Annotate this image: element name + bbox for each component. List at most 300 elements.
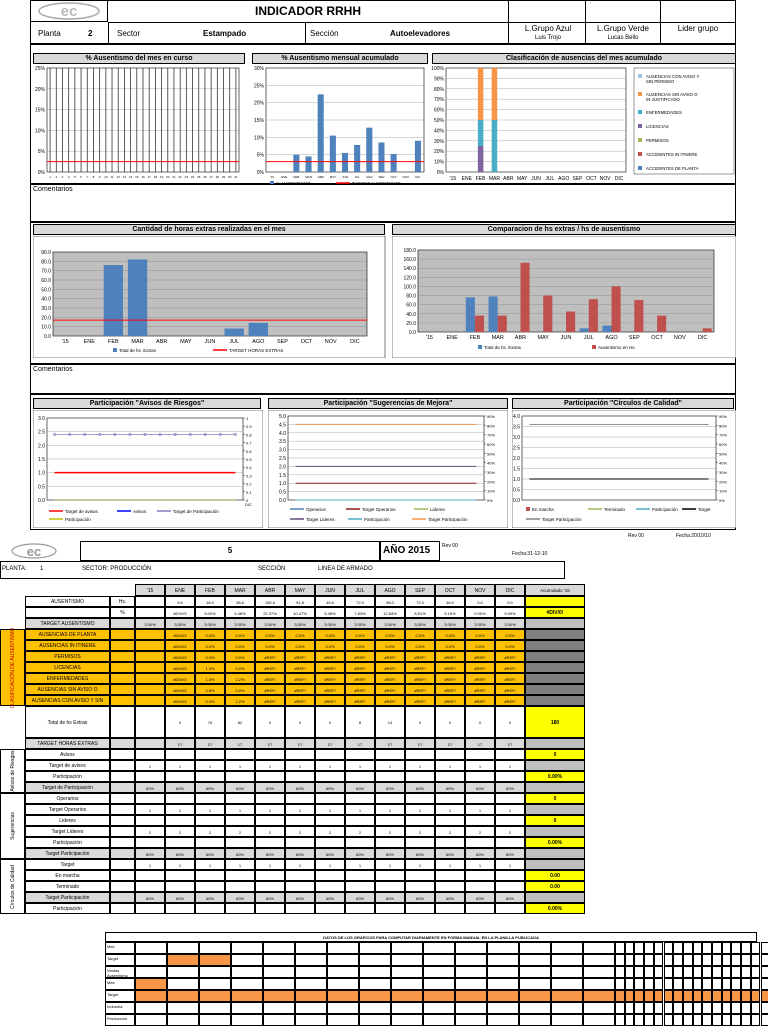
data-cell: 60% <box>255 848 285 859</box>
x-tick-label: AGO <box>366 175 373 179</box>
y-tick-label: 70% <box>434 97 445 103</box>
y-tick-label: 15% <box>254 118 265 124</box>
daily-cell <box>519 978 551 990</box>
daily-cell <box>751 942 761 954</box>
data-cell: 3.00% <box>435 618 465 629</box>
row-unit <box>110 793 135 804</box>
data-cell: #REF! <box>375 673 405 684</box>
y-tick-label: 1.0 <box>513 477 520 483</box>
row-unit <box>110 804 135 815</box>
data-cell: 0 <box>285 706 315 738</box>
sheet-sector: SECTOR: PRODUCCIÓN <box>82 566 151 573</box>
daily-cell <box>634 966 644 978</box>
legend-swatch <box>526 507 530 511</box>
planta-label: Planta <box>38 29 61 38</box>
data-cell <box>375 771 405 782</box>
legend-label: AUSENCIAS CON AVISO Y <box>646 74 699 79</box>
y-tick-label: 30% <box>254 66 265 72</box>
x-tick-label: '15 <box>450 176 457 182</box>
data-cell <box>285 793 315 804</box>
y-tick-label: 60% <box>434 108 445 114</box>
data-cell: 60% <box>435 782 465 793</box>
y-tick-label: 15% <box>35 108 46 114</box>
acumulado-cell: 0.00% <box>525 837 585 848</box>
data-cell: #REF! <box>375 662 405 673</box>
y-tick-label: 1.5 <box>38 457 45 463</box>
rev-label: Rev 00 <box>628 533 644 539</box>
data-cell: #REF! <box>405 662 435 673</box>
data-cell: 2.2% <box>225 695 255 706</box>
data-cell <box>165 903 195 914</box>
daily-cell <box>263 1002 295 1014</box>
y-tick-label: 2.5 <box>279 456 286 462</box>
data-cell <box>165 771 195 782</box>
y-tick-label: 3.5 <box>513 425 520 431</box>
daily-cell <box>327 942 359 954</box>
data-cell: 0 <box>165 706 195 738</box>
legend-label: ACCIDENTES IN ITINERE <box>646 152 697 157</box>
data-cell: 1 <box>255 760 285 771</box>
data-cell <box>495 837 525 848</box>
daily-cell <box>693 966 703 978</box>
x-tick-label: OCT <box>586 176 597 182</box>
row-unit <box>110 629 135 640</box>
x-tick-label: FEB <box>293 175 299 179</box>
data-cell: 60% <box>195 848 225 859</box>
daily-cell <box>644 942 654 954</box>
data-cell <box>465 793 495 804</box>
x-tick-label: 3 <box>62 175 64 179</box>
bar <box>128 259 147 336</box>
daily-cell <box>327 954 359 966</box>
daily-cell <box>664 954 674 966</box>
data-cell <box>225 837 255 848</box>
data-cell: 8 <box>345 706 375 738</box>
x-tick-label: '15 <box>426 335 433 341</box>
y2-tick-label: 0.8 <box>246 432 252 437</box>
data-cell: 150.6 <box>255 596 285 607</box>
y-tick-label: 3.0 <box>279 448 286 454</box>
bar <box>634 300 643 332</box>
data-cell: #DIV/0! <box>165 607 195 618</box>
daily-cell <box>455 990 487 1002</box>
data-cell: 0.0% <box>225 640 255 651</box>
data-cell <box>375 793 405 804</box>
legend-label: Target Operarios <box>362 507 396 512</box>
data-cell <box>225 771 255 782</box>
data-cell <box>225 881 255 892</box>
daily-cell <box>751 978 761 990</box>
daily-cell <box>295 1002 327 1014</box>
data-cell: 17 <box>495 738 525 749</box>
x-tick-label: 18 <box>154 175 158 179</box>
row-unit <box>110 848 135 859</box>
daily-cell <box>664 942 674 954</box>
y2-tick-label: 60% <box>719 442 727 447</box>
data-cell: 1 <box>465 804 495 815</box>
daily-cell <box>359 978 391 990</box>
y-tick-label: 0% <box>437 170 445 176</box>
chart-avisos-riesgos <box>33 410 263 528</box>
bar <box>520 263 529 332</box>
legend-label: IN-JUSTIFICADO <box>646 97 681 102</box>
data-cell: 60% <box>165 892 195 903</box>
data-cell: 0.0% <box>315 640 345 651</box>
daily-cell <box>644 1014 654 1026</box>
y-tick-label: 180.0 <box>403 248 416 254</box>
y2-tick-label: 0.1 <box>246 490 252 495</box>
data-cell: 0.0% <box>285 629 315 640</box>
daily-cell <box>455 942 487 954</box>
x-tick-label: MAR <box>305 175 313 179</box>
row-group-label: Círculos de Calidad <box>10 865 16 909</box>
acumulado-cell <box>525 760 585 771</box>
data-cell <box>315 881 345 892</box>
y2-tick-label: 90% <box>719 414 727 419</box>
daily-cell <box>295 978 327 990</box>
y2-tick-label: 0.2 <box>246 482 252 487</box>
sheet-planta: PLANTA: <box>2 566 27 573</box>
data-cell <box>375 903 405 914</box>
row-unit <box>110 826 135 837</box>
row-unit: % <box>110 607 135 618</box>
daily-cell <box>551 1014 583 1026</box>
chart8-title: Participación "Círculos de Calidad" <box>512 398 734 409</box>
data-cell: #REF! <box>495 684 525 695</box>
daily-cell <box>761 954 768 966</box>
month-header: ENE <box>165 584 195 596</box>
y-tick-label: 10.0 <box>41 325 51 331</box>
daily-cell <box>625 978 635 990</box>
legend-swatch <box>638 92 642 96</box>
data-cell <box>285 870 315 881</box>
data-cell: 1 <box>165 804 195 815</box>
y-tick-label: 20.0 <box>406 321 416 327</box>
data-cell <box>195 870 225 881</box>
y-tick-label: 0% <box>257 170 265 176</box>
x-tick-label: FEB <box>470 335 481 341</box>
month-header: FEB <box>195 584 225 596</box>
data-cell: #REF! <box>495 651 525 662</box>
data-cell <box>405 749 435 760</box>
daily-cell <box>487 1014 519 1026</box>
row-label: AUSENCIAS SIN AVISO O <box>25 684 110 695</box>
data-cell: 0.0% <box>315 629 345 640</box>
daily-cell <box>455 954 487 966</box>
row-group <box>0 793 25 859</box>
data-cell: 0.0% <box>225 629 255 640</box>
sheet-logo <box>8 542 60 560</box>
daily-cell <box>295 942 327 954</box>
data-cell <box>285 903 315 914</box>
y2-tick-label: 50% <box>719 451 727 456</box>
x-tick-label: 22 <box>178 175 182 179</box>
y2-tick-label: 0.5 <box>246 457 252 462</box>
daily-cell <box>423 1014 455 1026</box>
legend-label: Participación <box>652 507 678 512</box>
bar <box>342 153 348 172</box>
daily-cell <box>731 1014 741 1026</box>
x-tick-label: SEP <box>629 335 640 341</box>
y-tick-label: 90% <box>434 76 445 82</box>
data-cell: 1 <box>135 804 165 815</box>
acumulado-cell: 0.00 <box>525 881 585 892</box>
legend-label: Target de Participación <box>173 509 219 514</box>
data-cell: #REF! <box>495 662 525 673</box>
data-cell <box>345 771 375 782</box>
data-cell: #REF! <box>315 651 345 662</box>
data-cell <box>255 793 285 804</box>
sector-value: Estampado <box>203 29 246 38</box>
x-tick-label: JUL <box>229 339 239 345</box>
daily-cell <box>683 1002 693 1014</box>
y-tick-label: 80.0 <box>41 259 51 265</box>
data-cell: 1 <box>285 859 315 870</box>
data-cell <box>405 870 435 881</box>
bar <box>378 143 384 172</box>
data-cell: #REF! <box>255 684 285 695</box>
row-label: ENFERMEDADES <box>25 673 110 684</box>
x-tick-label: DIC <box>415 175 421 179</box>
stacked-bar-segment <box>478 68 484 120</box>
data-cell <box>495 815 525 826</box>
acumulado-cell: #DIV/0! <box>525 607 585 618</box>
data-cell: 4.48% <box>225 607 255 618</box>
data-cell <box>435 903 465 914</box>
legend-label: AUSENCIAS SIN AVISO O <box>646 92 698 97</box>
daily-cell <box>135 966 167 978</box>
data-cell: 0 <box>465 706 495 738</box>
x-tick-label: 12 <box>117 175 121 179</box>
chart5-title: Comparacion de hs extras / hs de ausentismo <box>392 224 736 235</box>
daily-cell <box>634 954 644 966</box>
y-tick-label: 140.0 <box>403 266 416 272</box>
month-header: MAY <box>285 584 315 596</box>
y-tick-label: 5% <box>38 149 46 155</box>
x-tick-label: ABR <box>156 339 167 345</box>
y-tick-label: 40.0 <box>41 297 51 303</box>
daily-cell <box>722 1002 732 1014</box>
x-tick-label: SEP <box>573 176 584 182</box>
daily-cell <box>654 990 664 1002</box>
legend-label: % AUSENTISMO <box>276 181 311 184</box>
data-cell: 0.00% <box>465 607 495 618</box>
data-cell: 1 <box>315 859 345 870</box>
daily-cell <box>455 1014 487 1026</box>
data-cell: #REF! <box>255 651 285 662</box>
y-tick-label: 20% <box>434 149 445 155</box>
data-cell <box>435 837 465 848</box>
data-cell <box>435 870 465 881</box>
daily-cell <box>391 1002 423 1014</box>
acumulado-cell <box>525 826 585 837</box>
data-cell: 5.00% <box>195 607 225 618</box>
daily-cell <box>741 1002 751 1014</box>
daily-cell <box>625 966 635 978</box>
daily-cell <box>615 978 625 990</box>
x-tick-label: ENE <box>446 335 458 341</box>
data-cell: #REF! <box>375 695 405 706</box>
daily-cell <box>761 990 768 1002</box>
acumulado-cell: 0 <box>525 749 585 760</box>
daily-cell <box>487 1002 519 1014</box>
data-cell: 60% <box>315 782 345 793</box>
acumulado-cell <box>525 684 585 695</box>
data-cell <box>135 815 165 826</box>
chart3-title: Clasificación de ausencias del mes acumulado <box>432 53 736 64</box>
x-tick-label: 16 <box>141 175 145 179</box>
daily-cell <box>751 1014 761 1026</box>
data-cell <box>495 749 525 760</box>
data-cell: 2 <box>135 826 165 837</box>
x-tick-label: 8 <box>93 175 95 179</box>
daily-cell <box>625 990 635 1002</box>
bar <box>415 141 421 172</box>
acumulado-cell <box>525 804 585 815</box>
data-cell: 72.0 <box>405 596 435 607</box>
daily-cell <box>487 966 519 978</box>
daily-cell <box>199 1014 231 1026</box>
row-unit <box>110 695 135 706</box>
row-label: Target de Participación <box>25 782 110 793</box>
data-cell <box>165 881 195 892</box>
chart-clasificacion-ausencias <box>428 64 736 184</box>
daily-cell <box>731 966 741 978</box>
row-unit <box>110 782 135 793</box>
data-cell: 60% <box>405 782 435 793</box>
daily-row-label: Target <box>105 954 135 966</box>
x-tick-label: 19 <box>160 175 164 179</box>
data-cell <box>135 695 165 706</box>
x-tick-label: ABR <box>318 175 325 179</box>
daily-cell <box>455 1002 487 1014</box>
data-cell: 0.0% <box>345 629 375 640</box>
data-cell: 1 <box>195 804 225 815</box>
legend-label: ACCIDENTES DE PLANTA <box>646 166 699 171</box>
data-cell: 18.0 <box>195 596 225 607</box>
daily-cell <box>664 1002 674 1014</box>
legend-label: Lideres <box>430 507 446 512</box>
row-label: AUSENTISMO <box>25 596 110 607</box>
daily-cell <box>673 1014 683 1026</box>
row-unit <box>110 892 135 903</box>
x-tick-label: MAY <box>330 175 336 179</box>
data-cell: 17 <box>465 738 495 749</box>
report-title: INDICADOR RRHH <box>108 0 508 23</box>
y2-tick-label: 0.6 <box>246 449 252 454</box>
daily-cell <box>423 1002 455 1014</box>
data-cell: 1 <box>255 859 285 870</box>
daily-cell <box>295 1014 327 1026</box>
acumulado-cell: 0.00% <box>525 903 585 914</box>
daily-cell <box>167 966 199 978</box>
data-cell <box>135 771 165 782</box>
sheet-year: AÑO 2015 <box>383 545 430 556</box>
data-cell: #REF! <box>435 662 465 673</box>
grupo-verde-value: Lucas Bello <box>588 35 658 42</box>
x-tick-label: 23 <box>185 175 189 179</box>
row-unit <box>110 903 135 914</box>
row-label: Total de hs Extras <box>25 706 110 738</box>
row-label <box>25 607 110 618</box>
y-tick-label: 0.0 <box>279 498 286 504</box>
daily-cell <box>391 942 423 954</box>
data-cell <box>315 903 345 914</box>
daily-cell <box>664 990 674 1002</box>
data-cell <box>255 870 285 881</box>
data-cell <box>495 881 525 892</box>
daily-cell <box>741 966 751 978</box>
data-cell <box>255 903 285 914</box>
x-tick-label: FEB <box>476 176 486 182</box>
chart1-title: % Ausentismo del mes en curso <box>33 53 245 64</box>
acumulado-cell <box>525 859 585 870</box>
data-cell <box>285 881 315 892</box>
daily-cell <box>761 978 768 990</box>
legend-swatch <box>638 124 642 128</box>
bar <box>657 316 666 332</box>
data-cell: #REF! <box>405 695 435 706</box>
y2-tick-label: 20% <box>487 479 495 484</box>
daily-cell <box>199 954 231 966</box>
y2-tick-label: 10% <box>719 489 727 494</box>
daily-cell <box>231 990 263 1002</box>
x-tick-label: ENE <box>462 176 473 182</box>
data-cell: 60% <box>435 892 465 903</box>
data-cell: 60% <box>495 848 525 859</box>
data-cell: 1 <box>465 859 495 870</box>
x-tick-label: ABR <box>503 176 514 182</box>
data-cell: 12.84% <box>375 607 405 618</box>
daily-cell <box>683 942 693 954</box>
data-cell <box>315 749 345 760</box>
daily-cell <box>167 978 199 990</box>
y-tick-label: 0.5 <box>279 490 286 496</box>
x-tick-label: 2 <box>55 175 57 179</box>
data-cell: 0.0% <box>195 629 225 640</box>
x-tick-label: 11 <box>110 175 113 179</box>
data-cell: #DIV/0! <box>165 673 195 684</box>
daily-cell <box>327 978 359 990</box>
y-tick-label: 5.0 <box>279 414 286 420</box>
logo-cell <box>30 0 108 22</box>
sheet-seccion: SECCIÓN <box>258 566 285 573</box>
daily-cell <box>722 942 732 954</box>
daily-cell <box>583 978 615 990</box>
daily-cell <box>673 978 683 990</box>
data-cell: 2 <box>435 826 465 837</box>
data-cell: 2 <box>345 826 375 837</box>
y2-tick-label: 0.3 <box>246 473 252 478</box>
daily-cell <box>615 954 625 966</box>
grupo-verde-label: L.Grupo Verde <box>588 24 658 33</box>
y-tick-label: 0.5 <box>38 484 45 490</box>
data-cell <box>225 749 255 760</box>
row-label: Target de avisos <box>25 760 110 771</box>
month-header: '15 <box>135 584 165 596</box>
data-cell: 60% <box>375 848 405 859</box>
row-group-label: Avisos de Riesgos <box>10 750 16 791</box>
x-tick-label: 27 <box>209 175 213 179</box>
data-cell: 1 <box>375 804 405 815</box>
daily-cell <box>167 954 199 966</box>
data-cell <box>405 903 435 914</box>
data-cell: 0.0% <box>285 640 315 651</box>
daily-cell <box>702 990 712 1002</box>
data-cell <box>465 815 495 826</box>
data-cell: 0.0% <box>225 651 255 662</box>
daily-cell <box>583 1002 615 1014</box>
